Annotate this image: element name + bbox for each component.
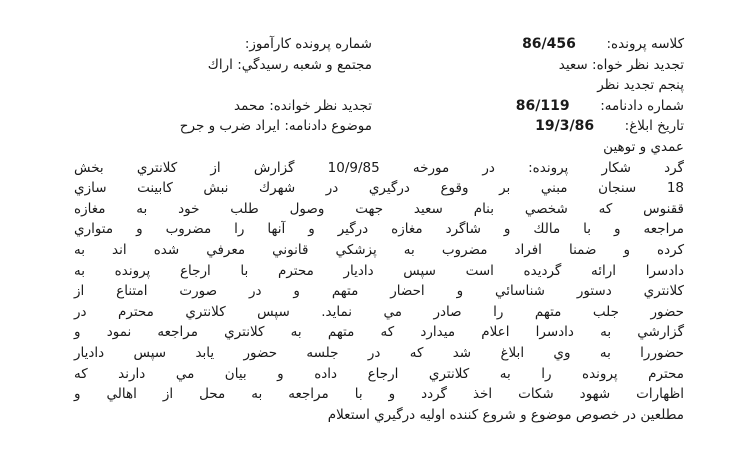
appellant-label: تجديد نظر خواه: — [592, 56, 684, 73]
summary-line: حضور جلب متهم را صادر مي نمايد. سپس كلانتري محترم در — [74, 303, 684, 320]
summary-line: گزارشي به دادسرا اعلام ميدارد كه متهم به كلانتري مراجعه نمود و — [74, 324, 684, 341]
summary-line: حضوررا به وي ابلاغ شد كه در جلسه حضور يابد سپس داديار — [74, 344, 684, 361]
verdict-number — [516, 96, 684, 117]
header-row-3 — [74, 96, 684, 117]
appellant — [559, 55, 684, 76]
summary-line: اظهارات شهود شكات اخذ گردد و با مراجعه به محل از اهالي و — [74, 386, 684, 403]
notice-date-label: تاريخ ابلاغ: — [624, 118, 684, 135]
case-summary — [74, 158, 684, 426]
summary-line: مطلعين در خصوص موضوع و شروع كننده اوليه درگيري استعلام — [327, 406, 684, 423]
notice-date-value: 19/3/86 — [535, 118, 595, 135]
summary-line: مراجعه و با مالك و شاگرد مغازه درگير و آنها را مضروب و متواري — [74, 221, 684, 238]
trainee-file-label: شماره پرونده كارآموز: — [244, 36, 372, 52]
verdict-subject-label: موضوع دادنامه: — [284, 118, 372, 135]
file-class-value: 86/456 — [522, 36, 576, 52]
header-row-2 — [74, 55, 684, 76]
verdict-subject — [180, 116, 372, 137]
trainee-file — [245, 34, 372, 55]
appellee-value: محمد — [234, 97, 265, 114]
verdict-number-value: 86/119 — [515, 97, 570, 114]
branch — [208, 55, 372, 76]
subject-continuation: عمدي و توهين — [603, 138, 684, 155]
summary-line: ققنوس كه شخصي بنام سعيد جهت وصول طلب خود به مغازه — [74, 200, 684, 217]
verdict-subject-value: ايراد ضرب و جرح — [179, 118, 281, 135]
summary-line: گرد شكار پرونده: در مورخه 10/9/85 گزارش از كلانتري بخش — [74, 159, 684, 176]
notice-date — [535, 116, 684, 137]
document — [74, 34, 684, 425]
summary-line: 18 سنجان مبني بر وقوع درگيري در شهرك نبش كابينت سازي — [74, 180, 684, 197]
verdict-number-label: شماره دادنامه: — [600, 97, 684, 114]
header-row-4 — [74, 116, 684, 137]
file-class-label: كلاسه پرونده: — [606, 36, 684, 52]
appellant-value: سعيد — [558, 56, 588, 73]
appellee-label: تجديد نظر خوانده: — [269, 97, 372, 114]
file-class — [522, 34, 684, 55]
summary-line: كرده و ضمنا افراد مضروب به پزشكي قانوني معرفي شده اند به — [74, 241, 684, 258]
summary-line: دادسرا ارائه گرديده است سپس داديار محترم با ارجاع پرونده به — [74, 262, 684, 279]
header-row-1 — [74, 34, 684, 55]
summary-line: كلانتري دستور شناسائي و احضار متهم و در صورت امتناع از — [74, 283, 684, 300]
branch-continuation: پنجم تجديد نظر — [597, 77, 684, 94]
summary-line: محترم پرونده را به كلانتري ارجاع داده و بيان مي دارند كه — [74, 365, 684, 382]
branch-label: مجتمع و شعبه رسيدگي: — [237, 56, 372, 73]
appellee — [234, 96, 372, 117]
branch-value: اراك — [207, 56, 233, 73]
